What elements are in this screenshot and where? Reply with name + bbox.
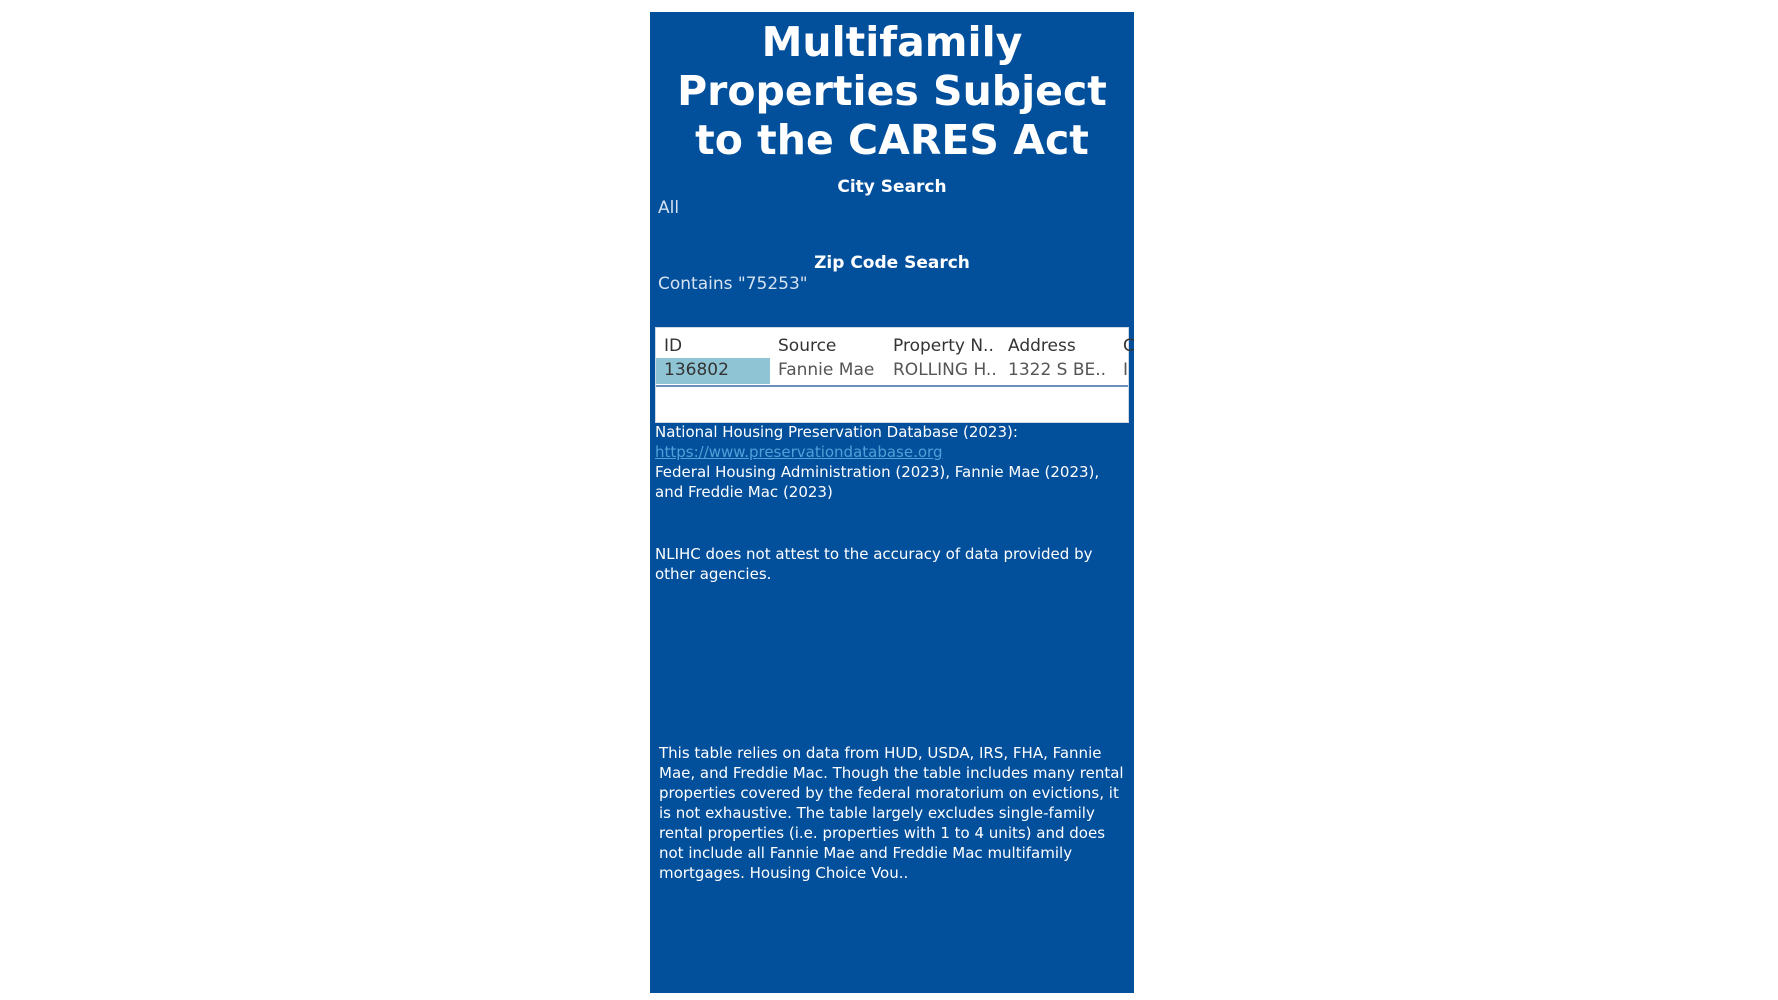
preservation-database-link[interactable]: https://www.preservationdatabase.org: [655, 443, 943, 461]
source-nhpd: National Housing Preservation Database (2023):: [655, 423, 1018, 441]
cell-city[interactable]: I: [1123, 360, 1129, 380]
column-header-source[interactable]: Source: [778, 336, 837, 356]
city-search-value[interactable]: All: [658, 198, 680, 218]
column-header-city[interactable]: C: [1123, 336, 1135, 356]
cell-source[interactable]: Fannie Mae: [778, 360, 875, 380]
accuracy-note: NLIHC does not attest to the accuracy of data provided by other agencies.: [655, 545, 1093, 583]
sources-note: [655, 422, 1131, 502]
column-header-property-name[interactable]: Property N..: [893, 336, 994, 356]
cell-address[interactable]: 1322 S BE..: [1008, 360, 1107, 380]
cell-property-name[interactable]: ROLLING H..: [893, 360, 997, 380]
disclaimer-text: This table relies on data from HUD, USDA, IRS, FHA, Fannie Mae, and Freddie Mac. Though the table includes many rental properties covered by the federal moratorium on evictions, it is not exhaustive. The table largely excludes single-family rental properties (i.e. properties with 1 to 4 units) and does not include all Fannie Mae and Freddie Mac multifamily mortgages. Housing Choice Vou..: [659, 744, 1124, 882]
table-row-divider: [656, 385, 1128, 387]
city-search-label: City Search: [837, 177, 947, 197]
zip-search-label: Zip Code Search: [814, 253, 970, 273]
column-header-address[interactable]: Address: [1008, 336, 1076, 356]
zip-search-value[interactable]: Contains "75253": [658, 274, 808, 294]
source-agencies: Federal Housing Administration (2023), Fannie Mae (2023), and Freddie Mac (2023): [655, 463, 1100, 501]
dashboard-panel: [650, 12, 1134, 993]
cell-id[interactable]: 136802: [656, 358, 770, 384]
dashboard-title: Multifamily Properties Subject to the CARES Act: [677, 18, 1107, 164]
column-header-id[interactable]: ID: [664, 336, 683, 356]
properties-table[interactable]: [655, 327, 1135, 423]
